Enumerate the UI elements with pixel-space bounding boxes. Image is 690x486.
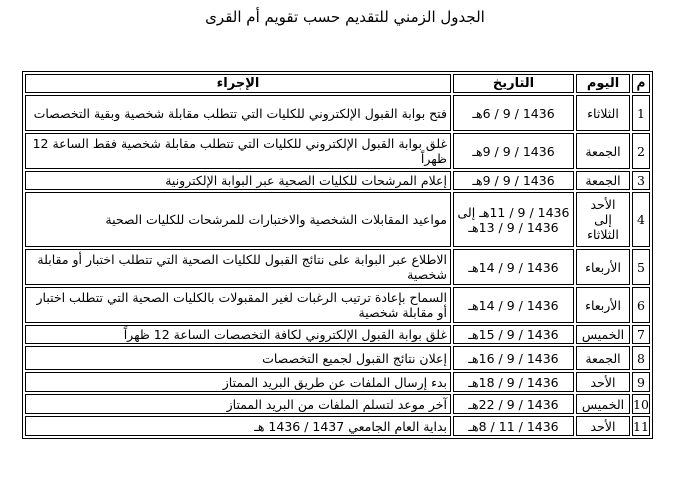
page-title: الجدول الزمني للتقديم حسب تقويم أم القرى [205,8,485,26]
header-day: اليوم [576,74,630,93]
table-header-row [25,74,650,93]
row-date: 1436 / 9 / 9هـ [453,133,574,169]
row-action: الاطلاع عبر البوابة على نتائج القبول للكليات الصحية التي تتطلب اختبار أو مقابلة شخصية [25,249,451,285]
row-num: 11 [632,416,650,436]
row-date: 1436 / 9 / 16هـ [453,346,574,370]
header-action: الإجراء [25,74,451,93]
row-day: الجمعة [576,171,630,190]
row-day: الخميس [576,394,630,414]
row-date: 1436 / 9 / 18هـ [453,372,574,392]
row-date: 1436 / 11 / 8هـ [453,416,574,436]
row-num: 9 [632,372,650,392]
row-date: 1436 / 9 / 14هـ [453,287,574,323]
row-num: 6 [632,287,650,323]
row-action: غلق بوابة القبول الإلكتروني للكليات التي تتطلب مقابلة شخصية فقط الساعة 12 ظهراً [25,133,451,169]
row-day: الأربعاء [576,287,630,323]
row-action: غلق بوابة القبول الإلكتروني لكافة التخصصات الساعة 12 ظهراً [25,325,451,344]
row-action: آخر موعد لتسلم الملفات من البريد الممتاز [25,394,451,414]
table-row [25,133,650,169]
row-num: 3 [632,171,650,190]
header-date: التاريخ [453,74,574,93]
table-row [25,346,650,370]
row-num: 1 [632,95,650,131]
row-day: الجمعة [576,133,630,169]
header-num: م [632,74,650,93]
row-action: إعلام المرشحات للكليات الصحية عبر البوابة الإلكترونية [25,171,451,190]
row-num: 5 [632,249,650,285]
row-day: الأحد [576,372,630,392]
table-row [25,249,650,285]
table-row [25,416,650,436]
row-date: 1436 / 9 / 11هـ إلى 1436 / 9 / 13هـ [453,192,574,247]
table-row [25,325,650,344]
row-num: 8 [632,346,650,370]
row-action: إعلان نتائج القبول لجميع التخصصات [25,346,451,370]
row-day: الأحد [576,416,630,436]
row-action: بداية العام الجامعي 1437 / 1436 هـ [25,416,451,436]
table-row [25,287,650,323]
row-action: فتح بوابة القبول الإلكتروني للكليات التي تتطلب مقابلة شخصية وبقية التخصصات [25,95,451,131]
row-num: 7 [632,325,650,344]
row-date: 1436 / 9 / 6هـ [453,95,574,131]
row-num: 10 [632,394,650,414]
table-row [25,372,650,392]
schedule-table [22,71,653,439]
row-action: مواعيد المقابلات الشخصية والاختبارات للمرشحات للكليات الصحية [25,192,451,247]
table-row [25,192,650,247]
table-row [25,95,650,131]
row-num: 2 [632,133,650,169]
table-row [25,394,650,414]
row-action: السماح بإعادة ترتيب الرغبات لغير المقبولات بالكليات الصحية التي تتطلب اختبار أو مقابلة شخصية [25,287,451,323]
row-date: 1436 / 9 / 9هـ [453,171,574,190]
row-date: 1436 / 9 / 15هـ [453,325,574,344]
row-day: الجمعة [576,346,630,370]
row-date: 1436 / 9 / 22هـ [453,394,574,414]
row-day: الخميس [576,325,630,344]
row-day: الأربعاء [576,249,630,285]
row-day: الثلاثاء [576,95,630,131]
table-row [25,171,650,190]
row-num: 4 [632,192,650,247]
row-action: بدء إرسال الملفات عن طريق البريد الممتاز [25,372,451,392]
row-date: 1436 / 9 / 14هـ [453,249,574,285]
row-day: الأحد إلى الثلاثاء [576,192,630,247]
